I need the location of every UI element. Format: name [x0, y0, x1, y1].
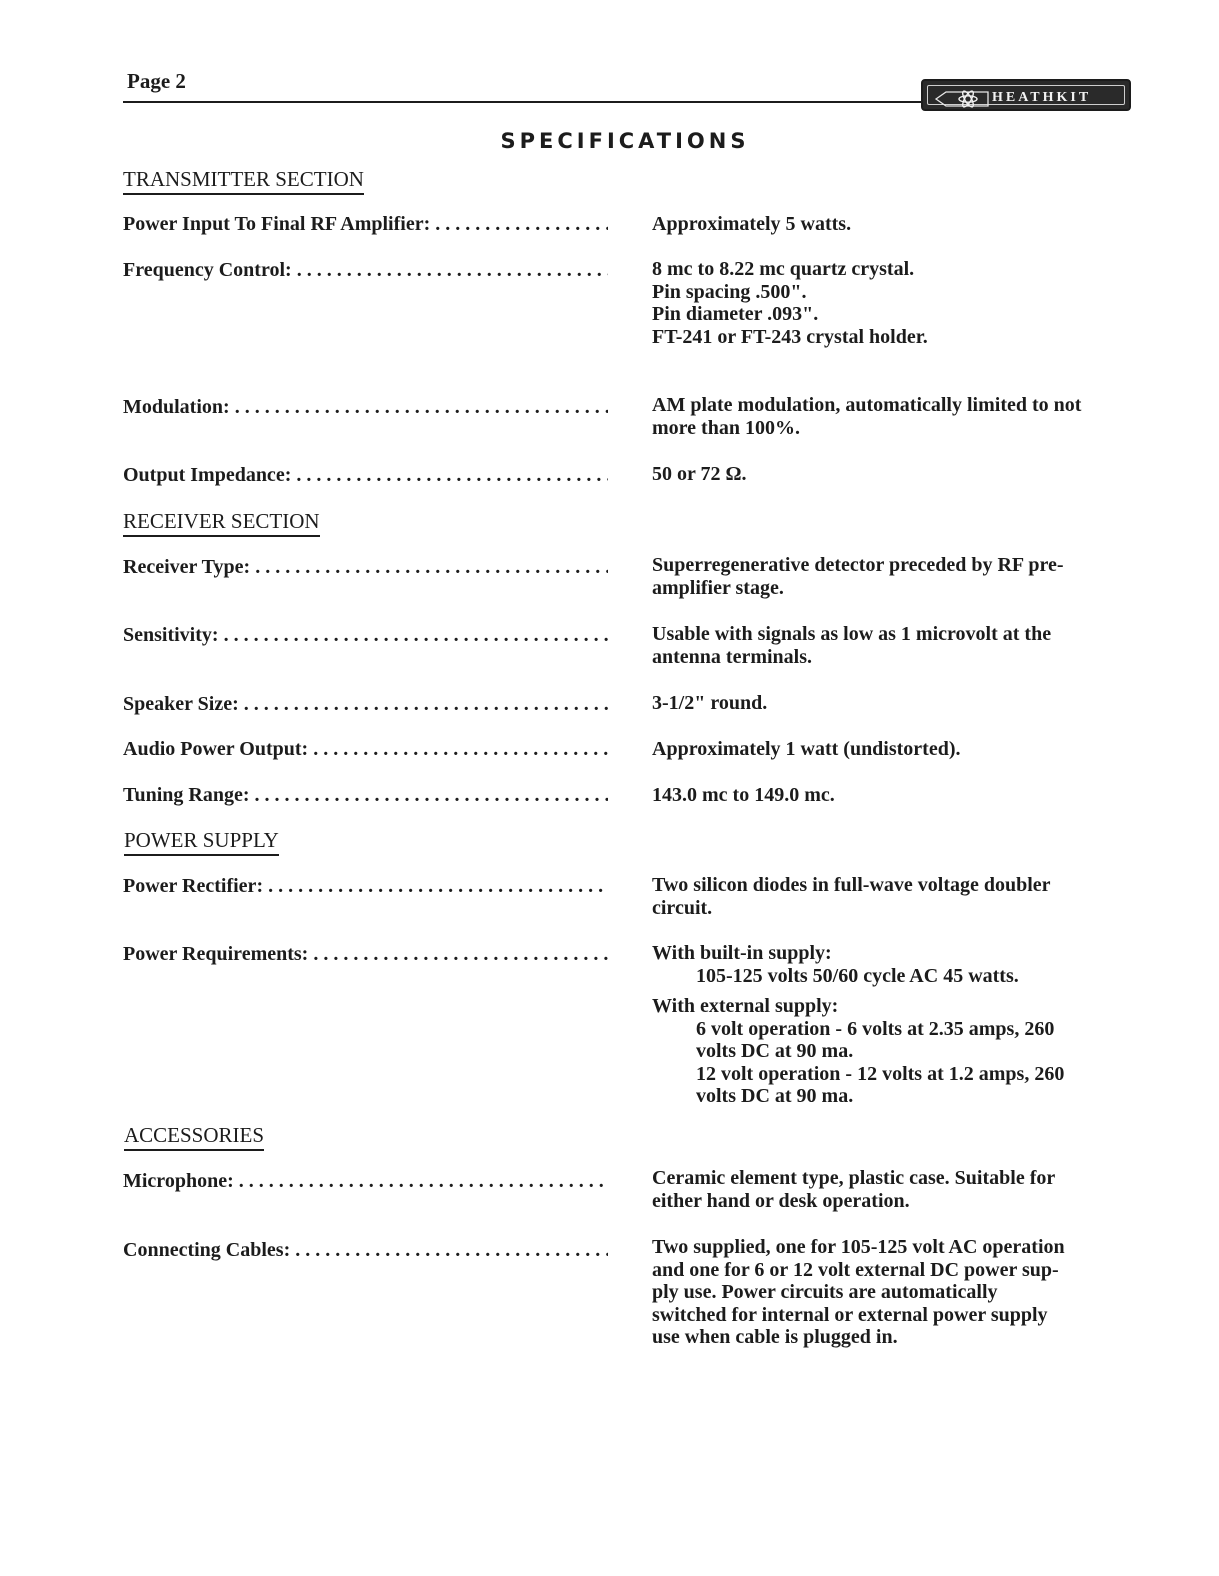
spec-value	[652, 213, 1142, 236]
spec-value	[652, 463, 1142, 486]
spec-value-line: Pin diameter .093".	[652, 303, 819, 325]
section-heading-transmitter: TRANSMITTER SECTION	[123, 167, 364, 195]
spec-value-line: 3-1/2" round.	[652, 692, 768, 714]
spec-value-line: 105-125 volts 50/60 cycle AC 45 watts.	[696, 964, 1019, 987]
spec-value	[652, 258, 1142, 348]
page-number: Page 2	[127, 69, 186, 93]
heathkit-logo	[921, 79, 1131, 111]
spec-value-line: 143.0 mc to 149.0 mc.	[652, 784, 835, 806]
spec-label: Microphone: . . .	[123, 1170, 608, 1193]
spec-label: Power Requirements: . . .	[123, 943, 608, 966]
spec-value	[652, 874, 1142, 919]
spec-value-line: Two supplied, one for 105-125 volt AC operation	[652, 1236, 1065, 1258]
header-rule	[123, 101, 923, 103]
spec-value-line: either hand or desk operation.	[652, 1189, 910, 1212]
spec-value	[652, 623, 1142, 668]
spec-value-line: Superregenerative detector preceded by RF pre-	[652, 554, 1064, 576]
spec-value	[652, 1167, 1142, 1212]
logo-text: HEATHKIT	[992, 90, 1092, 105]
spec-value-line: ply use. Power circuits are automatically	[652, 1281, 998, 1303]
spec-label: Power Input To Final RF Amplifier: . . .	[123, 213, 608, 236]
spec-value-line: 50 or 72 Ω.	[652, 463, 747, 485]
spec-value-heading: With built-in supply:	[652, 942, 832, 964]
heathkit-emblem-icon	[934, 89, 990, 109]
spec-value-line: 8 mc to 8.22 mc quartz crystal.	[652, 258, 915, 280]
spec-value-line: volts DC at 90 ma.	[696, 1040, 854, 1062]
spec-value-line: 6 volt operation - 6 volts at 2.35 amps, 260	[696, 1017, 1055, 1040]
spec-value	[652, 692, 1142, 715]
spec-value	[652, 738, 1142, 761]
spec-value-line: Ceramic element type, plastic case. Suitable for	[652, 1167, 1056, 1189]
spec-value-line: Usable with signals as low as 1 microvolt at the	[652, 623, 1052, 645]
spec-value-line: antenna terminals.	[652, 645, 812, 668]
spec-value-heading: With external supply:	[652, 995, 839, 1017]
spec-value-line: more than 100%.	[652, 416, 800, 439]
spec-label: Sensitivity: . . .	[123, 624, 608, 647]
spec-label: Receiver Type: . . .	[123, 556, 608, 579]
spec-value	[652, 554, 1142, 599]
spec-value	[652, 942, 1142, 1108]
spec-label: Connecting Cables: . . .	[123, 1239, 608, 1262]
spec-value-line: volts DC at 90 ma.	[696, 1085, 854, 1107]
spec-value-line: FT-241 or FT-243 crystal holder.	[652, 325, 928, 348]
spec-label: Frequency Control: . . .	[123, 259, 608, 282]
section-heading-power-supply: POWER SUPPLY	[124, 828, 279, 856]
spec-value-line: use when cable is plugged in.	[652, 1326, 898, 1348]
spec-value	[652, 394, 1142, 439]
section-heading-accessories: ACCESSORIES	[124, 1123, 264, 1151]
spec-label: Modulation: . . .	[123, 396, 608, 419]
spec-value-line: 12 volt operation - 12 volts at 1.2 amps, 260	[696, 1062, 1065, 1085]
spec-label: Speaker Size: . . .	[123, 693, 608, 716]
spec-value	[652, 1236, 1142, 1349]
spec-value-line: Approximately 1 watt (undistorted).	[652, 738, 961, 760]
spec-value	[652, 784, 1142, 807]
spec-value-line: and one for 6 or 12 volt external DC power sup-	[652, 1258, 1059, 1281]
spec-value-line: switched for internal or external power supply	[652, 1303, 1048, 1326]
section-heading-receiver: RECEIVER SECTION	[123, 509, 320, 537]
spec-label: Output Impedance: . . .	[123, 464, 608, 487]
spec-value-line: Approximately 5 watts.	[652, 213, 852, 235]
spec-value-line: circuit.	[652, 896, 713, 919]
spec-label: Tuning Range: . . .	[123, 784, 608, 807]
spec-value-line: Two silicon diodes in full-wave voltage doubler	[652, 874, 1051, 896]
spec-value-line: AM plate modulation, automatically limited to not	[652, 394, 1082, 416]
page-title: SPECIFICATIONS	[500, 129, 750, 153]
spec-value-line: Pin spacing .500".	[652, 280, 807, 303]
spec-label: Audio Power Output: . . .	[123, 738, 608, 761]
spec-label: Power Rectifier: . . .	[123, 875, 608, 898]
spec-value-line: amplifier stage.	[652, 576, 784, 599]
